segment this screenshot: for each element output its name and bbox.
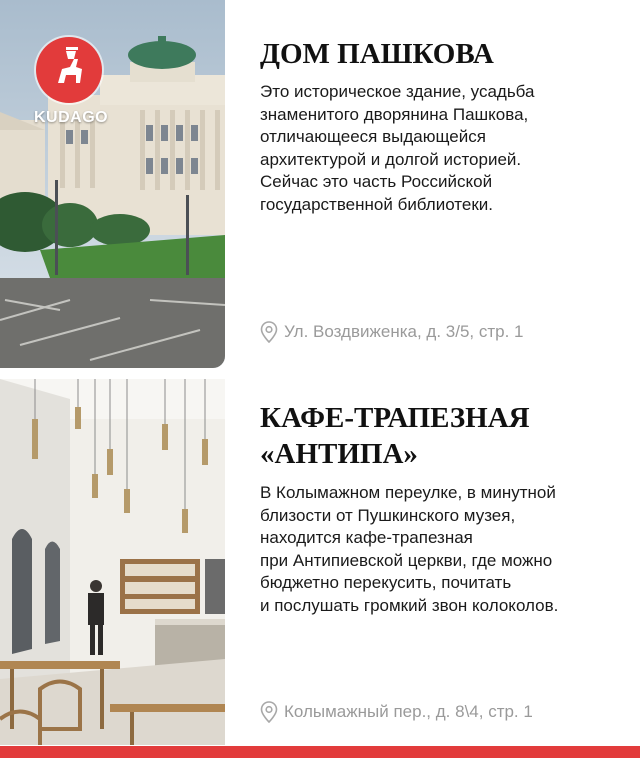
card-description: Это историческое здание, усадьба знаменитого дворянина Пашкова, отличающееся выдающейся архитектурой и долгой историей. Сейчас это часть Российской государственной библиотеки. [260,82,535,214]
location-pin-icon [260,321,278,343]
horse-rider-icon [36,37,102,103]
kudago-logo [34,37,109,127]
location-pin-icon [260,701,278,723]
bottom-accent-bar [0,746,640,758]
cafe-interior-photo [0,379,225,745]
card-title-line2: «АНТИПА» [260,438,418,470]
card-title: ДОМ ПАШКОВА [260,38,494,70]
card-title-line1: КАФЕ-ТРАПЕЗНАЯ [260,402,530,434]
logo-text: KUDAGO [34,109,109,126]
cafe-interior-illustration [0,379,225,745]
logo-badge [36,37,102,103]
card-title [260,400,620,472]
card-address [260,700,533,724]
address-text: Ул. Воздвиженка, д. 3/5, стр. 1 [284,322,524,341]
card-description: В Колымажном переулке, в минутной близости от Пушкинского музея, находится кафе-трапезная при Антипиевской церкви, где можно бюджетно перекусить, почитать и послушать громкий звон колоколов. [260,483,559,615]
card-address [260,320,524,344]
address-text: Колымажный пер., д. 8\4, стр. 1 [284,702,533,721]
pashkov-house-photo [0,0,225,368]
